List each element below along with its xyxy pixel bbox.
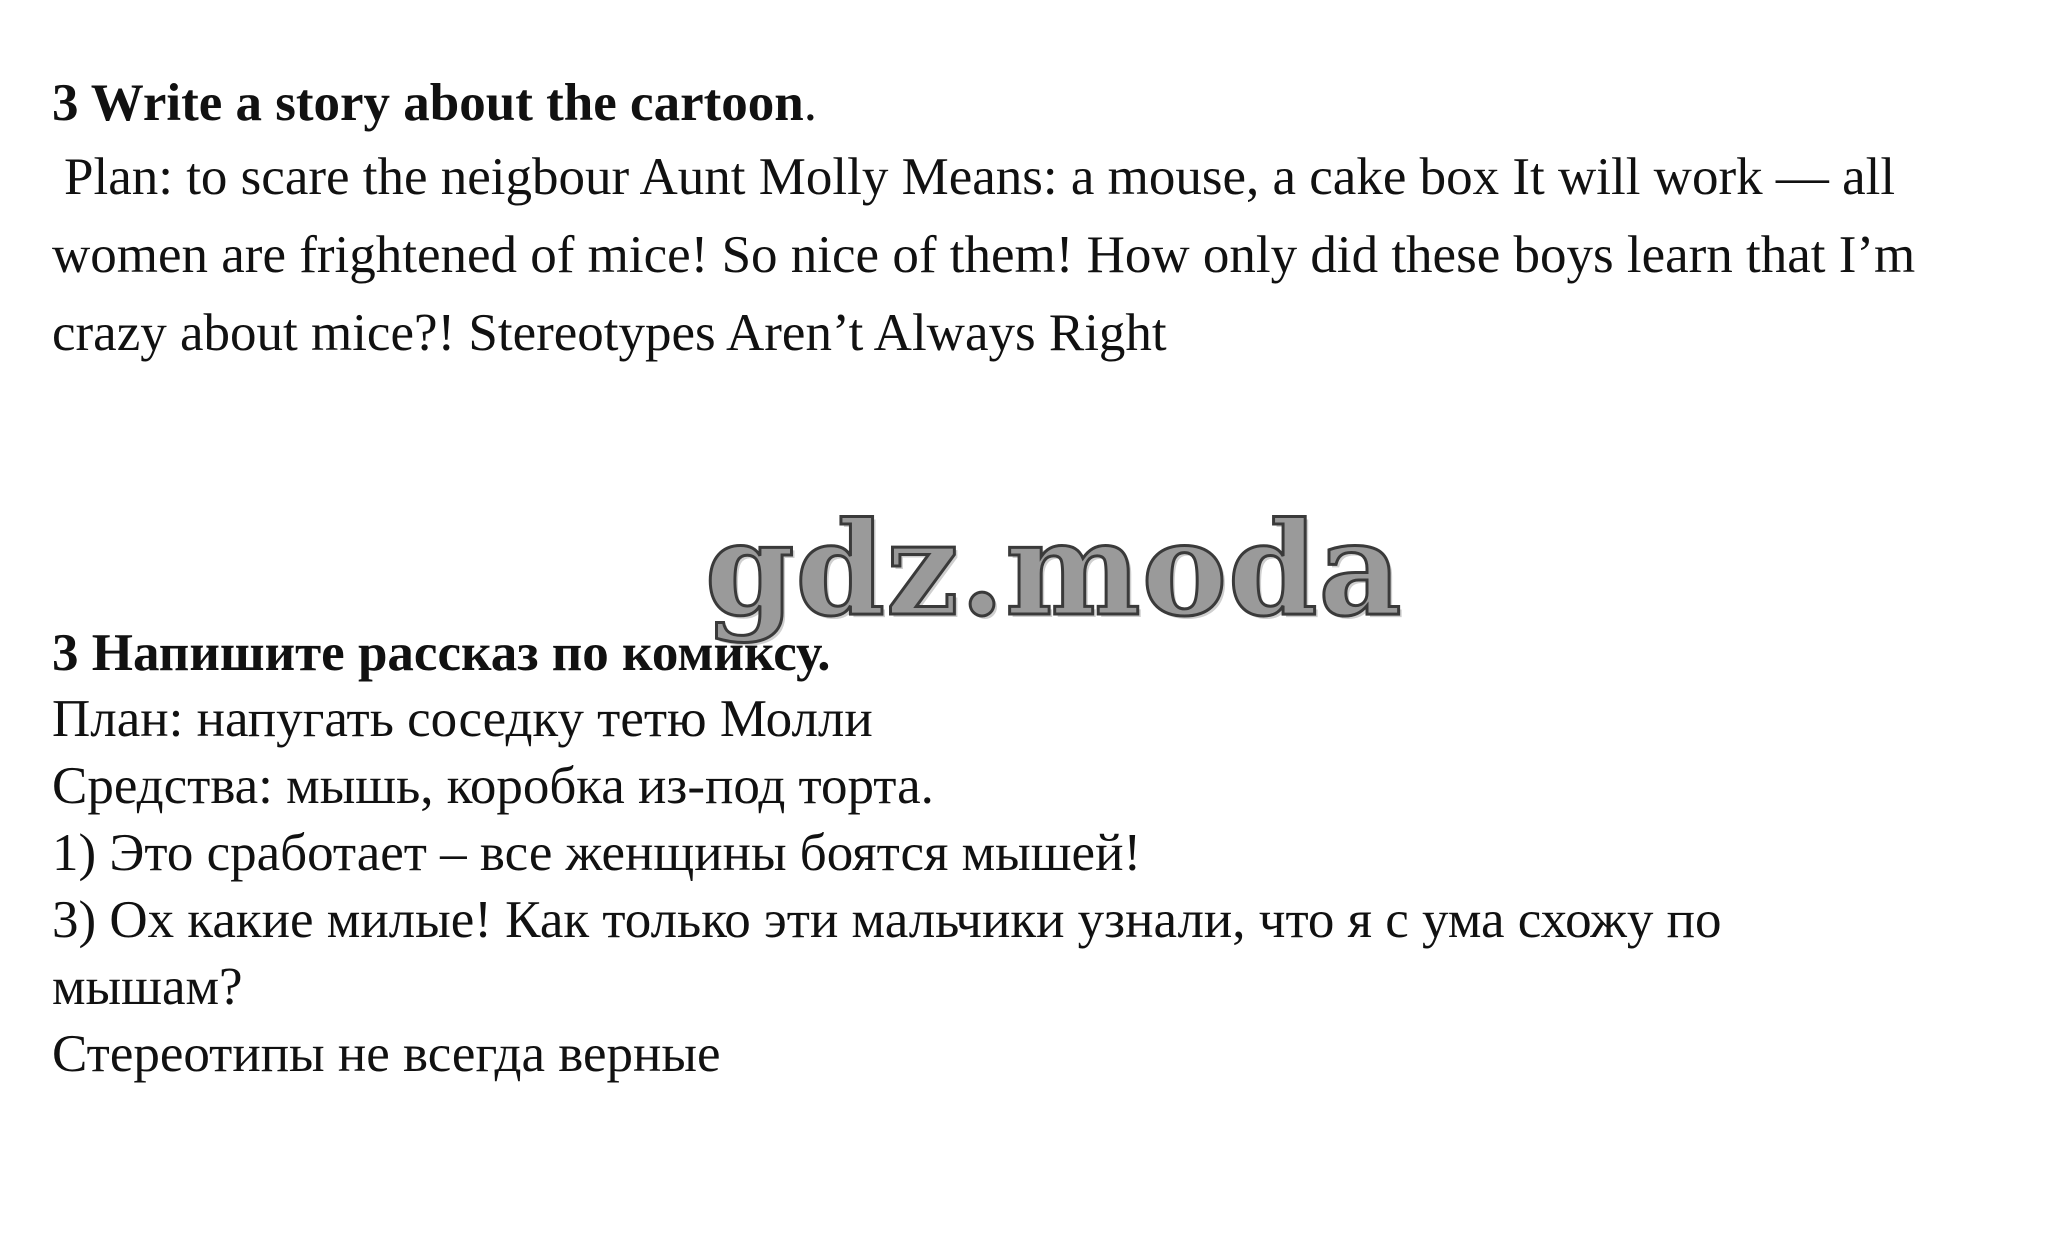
russian-plan-line: План: напугать соседку тетю Молли xyxy=(52,690,873,748)
english-task-heading xyxy=(52,68,2012,138)
russian-means-line: Средства: мышь, коробка из-под торта. xyxy=(52,757,934,815)
english-story-text: Plan: to scare the neigbour Aunt Molly Means: a mouse, a cake box It will work — all women are frightened of mice! So nice of them! How only did these boys learn that I’m crazy about mice?! Stereotypes Aren’t Always Right xyxy=(52,148,1916,362)
russian-point-1-line: 1) Это сработает – все женщины боятся мышей! xyxy=(52,824,1142,882)
russian-task-heading: 3 Напишите рассказ по комиксу. xyxy=(52,624,831,682)
english-heading-text: 3 Write a story about the cartoon xyxy=(52,74,804,132)
russian-point-3-line: 3) Ох какие милые! Как только эти мальчики узнали, что я с ума схожу по xyxy=(52,891,1722,949)
russian-point-3-continuation: мышам? xyxy=(52,958,243,1016)
english-section xyxy=(52,68,2012,372)
russian-conclusion-line: Стереотипы не всегда верные xyxy=(52,1025,721,1083)
english-heading-period: . xyxy=(803,74,817,132)
watermark-logo: gdz.moda xyxy=(705,495,1403,645)
russian-section xyxy=(52,620,2012,1088)
